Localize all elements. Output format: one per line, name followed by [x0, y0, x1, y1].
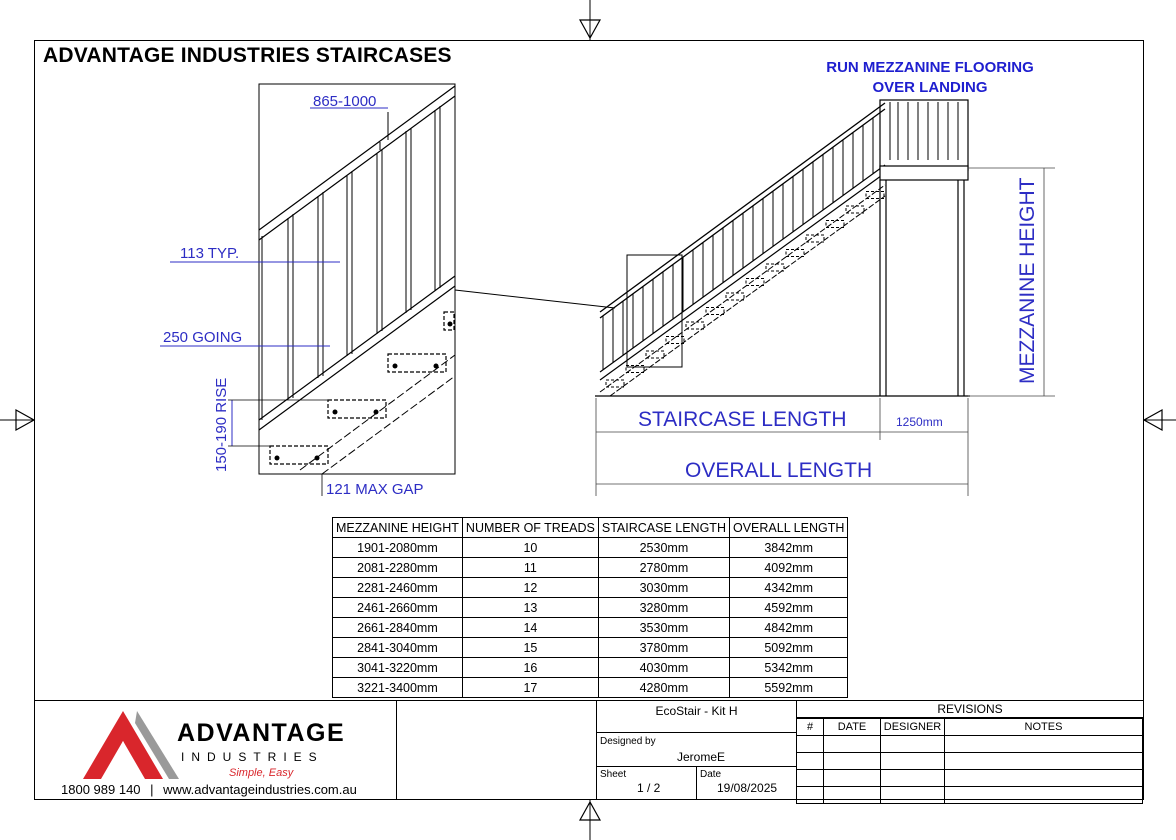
col-header: OVERALL LENGTH — [729, 518, 847, 538]
going-dim: 250 GOING — [163, 329, 243, 346]
revision-row — [797, 736, 1143, 753]
spec-table-cell: 4342mm — [729, 578, 847, 598]
logo-wordmark: ADVANTAGE — [177, 719, 346, 747]
drawing-title: ADVANTAGE INDUSTRIES STAIRCASES — [43, 44, 452, 67]
spec-table-cell: 2461-2660mm — [333, 598, 463, 618]
col-header: STAIRCASE LENGTH — [598, 518, 729, 538]
revisions-title: REVISIONS — [797, 701, 1143, 718]
company-logo — [79, 707, 179, 779]
spec-table-cell: 3221-3400mm — [333, 678, 463, 698]
spec-table-cell: 2081-2280mm — [333, 558, 463, 578]
sheet-label: Sheet — [600, 769, 627, 780]
staircase-length-label: STAIRCASE LENGTH — [638, 408, 847, 431]
rev-col-notes: NOTES — [945, 719, 1143, 736]
spec-table-cell: 4092mm — [729, 558, 847, 578]
spec-table-cell: 3842mm — [729, 538, 847, 558]
rev-col-date: DATE — [824, 719, 881, 736]
product-cell — [597, 701, 797, 733]
rev-col-number: # — [797, 719, 824, 736]
spec-table-row — [333, 678, 848, 698]
spec-table-cell: 2780mm — [598, 558, 729, 578]
revisions-table — [796, 718, 1143, 804]
spec-table-cell: 2530mm — [598, 538, 729, 558]
designer-cell — [597, 733, 797, 767]
spec-table — [332, 517, 848, 698]
logo-cell — [35, 701, 397, 799]
spec-table-cell: 5342mm — [729, 658, 847, 678]
spec-table-cell: 3041-3220mm — [333, 658, 463, 678]
spec-table-cell: 3780mm — [598, 638, 729, 658]
spec-table-cell: 14 — [462, 618, 598, 638]
revision-row — [797, 787, 1143, 804]
revision-row — [797, 770, 1143, 787]
overall-length-label: OVERALL LENGTH — [685, 459, 873, 482]
logo-subtext: INDUSTRIES — [181, 750, 324, 764]
contact-line — [61, 782, 357, 797]
revision-row — [797, 753, 1143, 770]
blank-cell — [397, 701, 597, 799]
spec-table-cell: 4280mm — [598, 678, 729, 698]
spec-table-cell: 2281-2460mm — [333, 578, 463, 598]
spec-table-cell: 5092mm — [729, 638, 847, 658]
contact-separator: | — [150, 782, 154, 797]
title-block — [34, 700, 1144, 800]
spec-table-row — [333, 618, 848, 638]
mezzanine-height-label: MEZZANINE HEIGHT — [1016, 177, 1039, 384]
spec-table-cell: 11 — [462, 558, 598, 578]
spec-table-header — [333, 518, 848, 538]
spec-table-row — [333, 598, 848, 618]
col-header: NUMBER OF TREADS — [462, 518, 598, 538]
revisions-header-row — [797, 719, 1143, 736]
baluster-gap-dim: 113 TYP. — [180, 245, 240, 262]
spec-table-cell: 4030mm — [598, 658, 729, 678]
spec-table-cell: 4592mm — [729, 598, 847, 618]
spec-table-row — [333, 658, 848, 678]
date-label: Date — [700, 769, 722, 780]
product-name: EcoStair - Kit H — [655, 704, 738, 718]
phone-number: 1800 989 140 — [61, 782, 141, 797]
spec-table-row — [333, 558, 848, 578]
rev-col-designer: DESIGNER — [881, 719, 945, 736]
handrail-height-dim: 865-1000 — [313, 93, 377, 110]
rise-dim: 150-190 RISE — [213, 377, 230, 472]
tagline: Simple, Easy — [229, 767, 294, 779]
sheet-cell — [597, 767, 697, 799]
spec-table-cell: 16 — [462, 658, 598, 678]
revisions-block — [797, 701, 1143, 799]
designed-by-label: Designed by — [600, 736, 656, 747]
spec-table-cell: 4842mm — [729, 618, 847, 638]
max-gap-dim: 121 MAX GAP — [326, 481, 424, 498]
spec-table-cell: 3280mm — [598, 598, 729, 618]
landing-note: RUN MEZZANINE FLOORING OVER LANDING — [826, 59, 1034, 96]
spec-table-row — [333, 578, 848, 598]
designer-name: JeromeE — [677, 750, 726, 764]
spec-table-cell: 1901-2080mm — [333, 538, 463, 558]
spec-table-cell: 10 — [462, 538, 598, 558]
spec-table-cell: 12 — [462, 578, 598, 598]
spec-table-row — [333, 638, 848, 658]
spec-table-cell: 13 — [462, 598, 598, 618]
spec-table-cell: 15 — [462, 638, 598, 658]
spec-table-row — [333, 538, 848, 558]
col-header: MEZZANINE HEIGHT — [333, 518, 463, 538]
spec-table-cell: 3030mm — [598, 578, 729, 598]
spec-table-cell: 2661-2840mm — [333, 618, 463, 638]
sheet-number: 1 / 2 — [637, 781, 661, 795]
spec-table-cell: 5592mm — [729, 678, 847, 698]
spec-table-cell: 3530mm — [598, 618, 729, 638]
spec-table-cell: 2841-3040mm — [333, 638, 463, 658]
spec-table-cell: 17 — [462, 678, 598, 698]
landing-length-label: 1250mm — [896, 415, 943, 429]
date-cell — [697, 767, 797, 799]
drawing-date: 19/08/2025 — [717, 781, 778, 795]
website-link[interactable]: www.advantageindustries.com.au — [163, 782, 357, 797]
